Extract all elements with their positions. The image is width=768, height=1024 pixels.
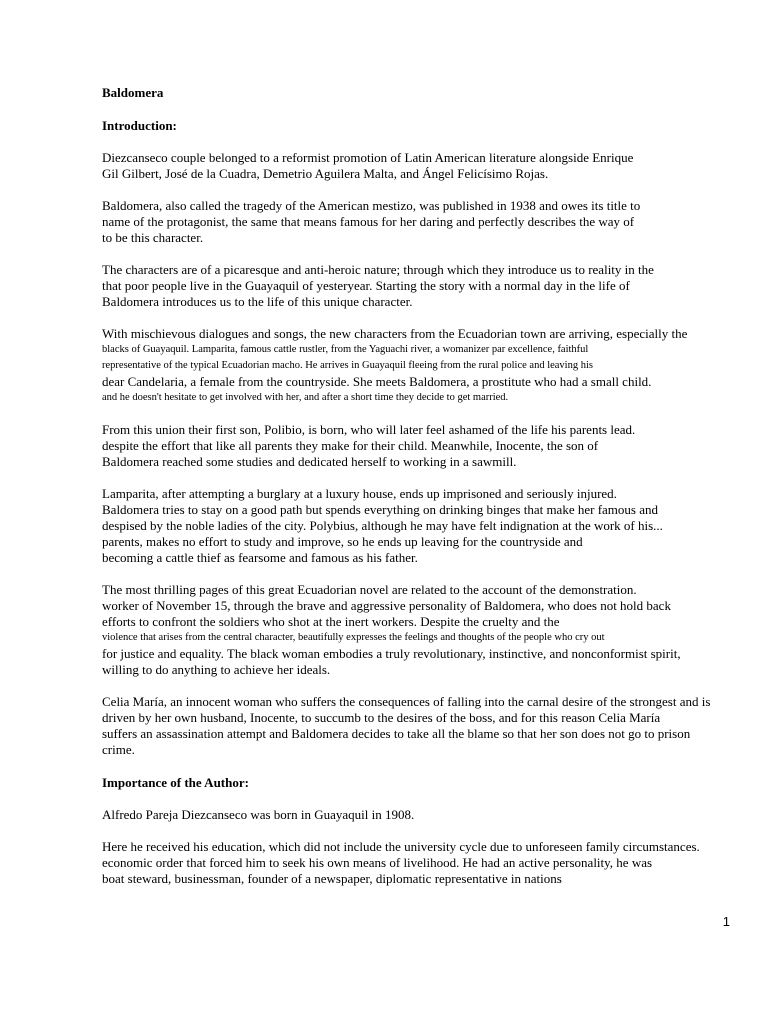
- text-line: driven by her own husband, Inocente, to succumb to the desires of the boss, and for this reason Celia María: [102, 710, 661, 725]
- text-line: boat steward, businessman, founder of a newspaper, diplomatic representative in nations: [102, 871, 562, 886]
- intro-section: [102, 150, 742, 758]
- text-line: worker of November 15, through the brave and aggressive personality of Baldomera, who does not hold back: [102, 598, 671, 613]
- text-line: Gil Gilbert, José de la Cuadra, Demetrio Aguilera Malta, and Ángel Felicísimo Rojas.: [102, 166, 549, 181]
- text-line: becoming a cattle thief as fearsome and famous as his father.: [102, 550, 418, 565]
- page-number: 1: [722, 914, 730, 929]
- text-line: willing to do anything to achieve her ideals.: [102, 662, 331, 677]
- paragraph: [102, 422, 742, 470]
- intro-heading: Introduction:: [102, 118, 177, 133]
- text-line: Here he received his education, which did not include the university cycle due to unforeseen family circumstances.: [102, 839, 700, 854]
- text-line: economic order that forced him to seek his own means of livelihood. He had an active personality, he was: [102, 855, 653, 870]
- text-line: Baldomera, also called the tragedy of the American mestizo, was published in 1938 and owes its title to: [102, 198, 641, 213]
- text-line: Diezcanseco couple belonged to a reformist promotion of Latin American literature alongside Enrique: [102, 150, 634, 165]
- text-line: suffers an assassination attempt and Baldomera decides to take all the blame so that her son does not go to prison: [102, 726, 691, 741]
- text-line: Lamparita, after attempting a burglary at a luxury house, ends up imprisoned and seriously injured.: [102, 486, 617, 501]
- text-line: The characters are of a picaresque and anti-heroic nature; through which they introduce us to reality in the: [102, 262, 654, 277]
- text-line: for justice and equality. The black woman embodies a truly revolutionary, instinctive, and nonconformist spirit,: [102, 646, 681, 661]
- text-line: despised by the noble ladies of the city. Polybius, although he may have felt indignation at the work of his...: [102, 518, 663, 533]
- paragraph: [102, 262, 742, 310]
- document-body: [102, 84, 742, 903]
- paragraph: [102, 326, 742, 406]
- author-section: [102, 807, 742, 887]
- text-line: to be this character.: [102, 230, 204, 245]
- paragraph: [102, 582, 742, 678]
- text-line: that poor people live in the Guayaquil of yesteryear. Starting the story with a normal day in the life of: [102, 278, 630, 293]
- text-line: Celia María, an innocent woman who suffers the consequences of falling into the carnal desire of the strongest and is: [102, 694, 711, 709]
- text-line: crime.: [102, 742, 135, 757]
- paragraph: [102, 150, 742, 182]
- paragraph: [102, 694, 742, 758]
- text-line: Baldomera reached some studies and dedicated herself to working in a sawmill.: [102, 454, 517, 469]
- text-line: violence that arises from the central character, beautifully expresses the feelings and thoughts of the people who cry out: [102, 632, 605, 643]
- text-line: despite the effort that like all parents they make for their child. Meanwhile, Inocente, the son of: [102, 438, 599, 453]
- author-heading: Importance of the Author:: [102, 775, 249, 790]
- paragraph: [102, 198, 742, 246]
- text-line: dear Candelaria, a female from the countryside. She meets Baldomera, a prostitute who had a small child.: [102, 374, 652, 389]
- paragraph: [102, 807, 742, 823]
- text-line: efforts to confront the soldiers who shot at the inert workers. Despite the cruelty and the: [102, 614, 560, 629]
- text-line: From this union their first son, Polibio, is born, who will later feel ashamed of the life his parents lead.: [102, 422, 636, 437]
- text-line: and he doesn't hesitate to get involved with her, and after a short time they decide to get married.: [102, 392, 509, 403]
- text-line: representative of the typical Ecuadorian macho. He arrives in Guayaquil fleeing from the rural police and leaving his: [102, 360, 593, 371]
- text-line: With mischievous dialogues and songs, the new characters from the Ecuadorian town are arriving, especially the: [102, 326, 688, 341]
- paragraph: [102, 486, 742, 566]
- text-line: name of the protagonist, the same that means famous for her daring and perfectly describes the way of: [102, 214, 635, 229]
- text-line: The most thrilling pages of this great Ecuadorian novel are related to the account of the demonstration.: [102, 582, 637, 597]
- text-line: Baldomera introduces us to the life of this unique character.: [102, 294, 413, 309]
- text-line: blacks of Guayaquil. Lamparita, famous cattle rustler, from the Yaguachi river, a womanizer par excellence, faithful: [102, 344, 589, 355]
- paragraph: [102, 839, 742, 887]
- text-line: Baldomera tries to stay on a good path but spends everything on drinking binges that make her famous and: [102, 502, 658, 517]
- document-title: Baldomera: [102, 85, 164, 100]
- text-line: parents, makes no effort to study and improve, so he ends up leaving for the countryside and: [102, 534, 583, 549]
- text-line: Alfredo Pareja Diezcanseco was born in Guayaquil in 1908.: [102, 807, 415, 822]
